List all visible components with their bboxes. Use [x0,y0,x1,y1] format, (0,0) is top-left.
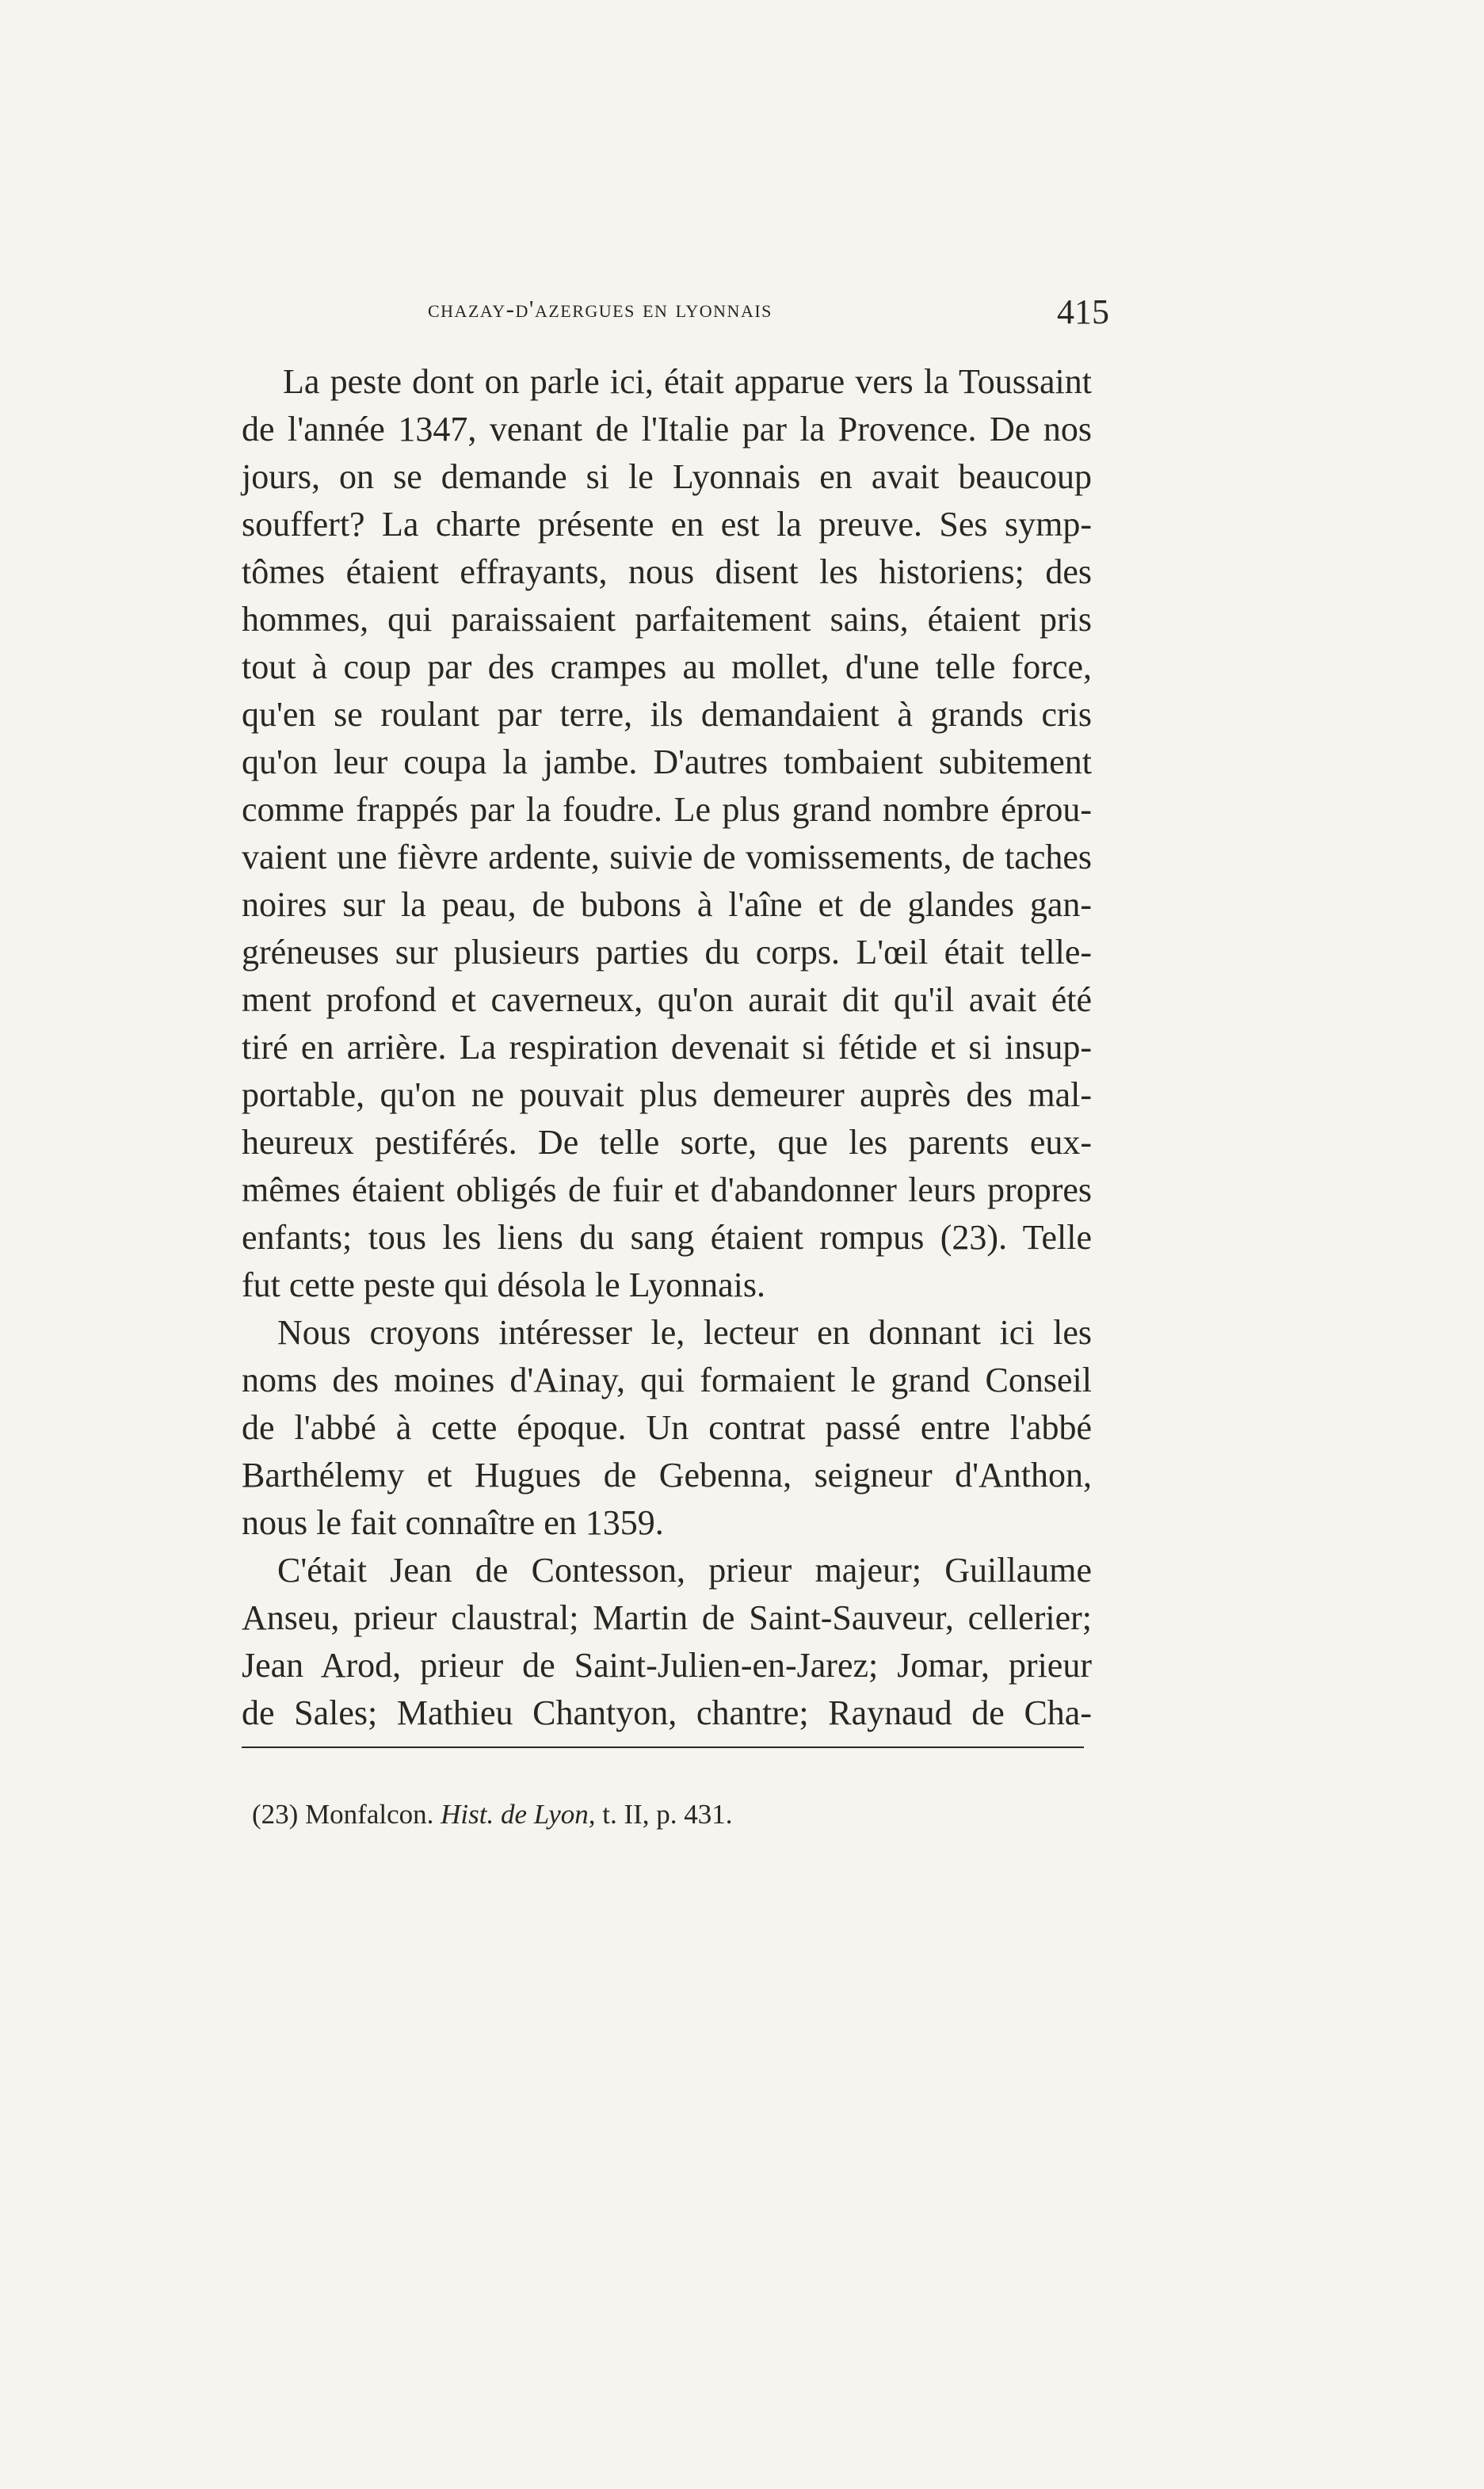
text-line: mêmes étaient obligés de fuir et d'abandonner leurs propres [242,1170,1092,1209]
text-line: souffert? La charte présente en est la preuve. Ses symp- [242,505,1092,544]
text-line: heureux pestiférés. De telle sorte, que les parents eux- [242,1123,1092,1162]
text-line: portable, qu'on ne pouvait plus demeurer auprès des mal- [242,1075,1092,1114]
text-line: La peste dont on parle ici, était apparue vers la Toussaint [283,362,1092,401]
text-line: tout à coup par des crampes au mollet, d'une telle force, [242,647,1092,686]
text-line: vaient une fièvre ardente, suivie de vomissements, de taches [242,838,1092,876]
footnote-reference: t. II, p. 431. [602,1799,733,1830]
text-line: Jean Arod, prieur de Saint-Julien-en-Jarez; Jomar, prieur [242,1646,1092,1685]
text-line: jours, on se demande si le Lyonnais en avait beaucoup [242,457,1092,496]
text-line: nous le fait connaître en 1359. [242,1503,664,1542]
text-line: hommes, qui paraissaient parfaitement sains, étaient pris [242,600,1092,639]
text-line: comme frappés par la foudre. Le plus grand nombre éprou- [242,790,1092,829]
text-line: Barthélemy et Hugues de Gebenna, seigneur d'Anthon, [242,1456,1092,1495]
text-line: qu'on leur coupa la jambe. D'autres tombaient subitement [242,743,1092,781]
text-line: tômes étaient effrayants, nous disent les historiens; des [242,552,1092,591]
text-line: noms des moines d'Ainay, qui formaient le grand Conseil [242,1361,1092,1399]
running-title: chazay-d'azergues en lyonnais [428,295,773,323]
footnote [252,1797,733,1832]
footnote-divider [242,1746,1084,1748]
text-line: Anseu, prieur claustral; Martin de Saint-Sauveur, cellerier; [242,1598,1092,1637]
text-line: enfants; tous les liens du sang étaient rompus (23). Telle [242,1218,1092,1257]
text-line: fut cette peste qui désola le Lyonnais. [242,1265,766,1304]
text-line: noires sur la peau, de bubons à l'aîne et de glandes gan- [242,885,1092,924]
text-line: qu'en se roulant par terre, ils demandaient à grands cris [242,695,1092,734]
text-line: ment profond et caverneux, qu'on aurait dit qu'il avait été [242,980,1092,1019]
page-number: 415 [1057,292,1109,331]
text-line: Nous croyons intéresser le, lecteur en donnant ici les [277,1313,1092,1352]
text-line: de l'année 1347, venant de l'Italie par la Provence. De nos [242,410,1092,449]
text-line: de Sales; Mathieu Chantyon, chantre; Raynaud de Cha- [242,1693,1092,1732]
footnote-author: Monfalcon. [305,1799,434,1830]
text-line: gréneuses sur plusieurs parties du corps. L'œil était telle- [242,933,1092,972]
text-line: tiré en arrière. La respiration devenait si fétide et si insup- [242,1028,1092,1067]
text-line: C'était Jean de Contesson, prieur majeur; Guillaume [277,1551,1092,1590]
footnote-title: Hist. de Lyon, [441,1799,596,1830]
footnote-marker: (23) [252,1799,299,1830]
text-line: de l'abbé à cette époque. Un contrat passé entre l'abbé [242,1408,1092,1447]
